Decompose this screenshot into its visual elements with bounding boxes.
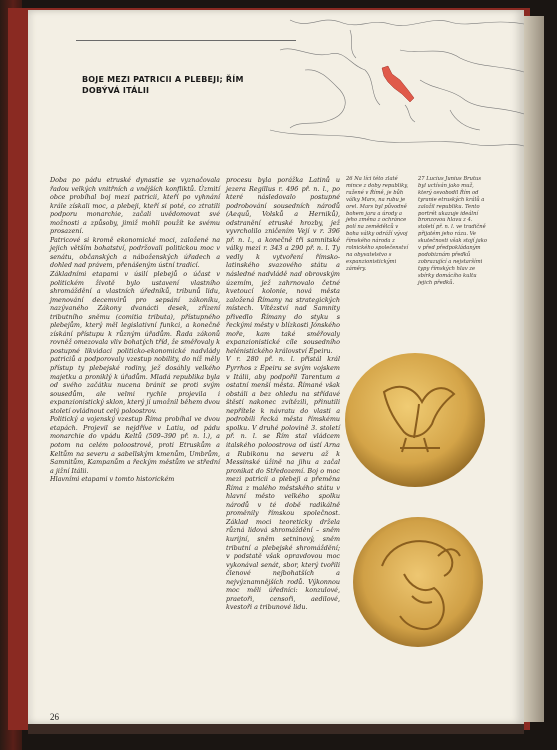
mars-coin-image [352, 516, 484, 648]
text-column-2 [226, 176, 340, 612]
caption-26: 26 Na líci této zlaté mince z doby republiky, ražené v Římě, je bůh války Mars, na rubu je orel. Mars byl původně bohem jara a úrody a jeho změna z ochránce polí na zemědělců v boha války odráží vývoj římského národa z rolnického společenství na obyvatelstvo s expanzionistickými záměry. [346, 176, 409, 272]
text-column-1 [50, 176, 220, 484]
europe-map [250, 10, 524, 160]
page-number: 26 [50, 712, 59, 722]
bottom-edge [28, 724, 524, 734]
italy-highlight [382, 66, 414, 102]
eagle-coin-image [344, 352, 486, 488]
caption-27: 27 Lucius Junius Brutus byl uctíván jako muž, který osvobodil Řím od tyranie etruských králů a založil republiku. Tento portrét ukazuje ideální bronzovou hlavu z 4. století př. n. l. ve tradičně přijatém jeho rázu. Ve skutečnosti však stojí jako v před předpokládaným podobiznám předků zobrazující a nejstaršími typy římských hlav ze sbírky domácího kultu jejich předků. [418, 176, 487, 286]
column-1-text: Doba po pádu etruské dynastie se vyznačovala řadou velkých vnitřních a vnějších konfliktů. Úzmití obce probíhal boj mezi patricii, kteří po vyhnání krále získali moc, a plebeji, kteří si poté, co ztratili podporu monarchie, začali uvědomovat své možnosti a způsoby, jimiž mohli použít ke svému prosazení. Patricové si kromě ekonomické moci, založené na jejich větším bohatství, podržovali politickou moc v senátu, občanských a náboženských úřadech a dohled nad právem, přenášeným ústní tradicí. Základními etapami v úsilí plebejů o účast v politickém životě bylo ustavení vlastního shromáždění a vlastních úředníků, tribunů lidu, jmenování decemvirů pro sepsání zákoníku, nazývaného Zákony dvanácti desek, zřízení tributního sněmu (comitia tributa), přístupného plebejům, který měl legislativní funkci, a konečně získání přístupu k různým úřadům. Řada zákonů rovněž omezovala vliv bohatých tříd, že směřovaly k postupné likvidaci politicko-ekonomické nadvlády patriciů a podporovaly vzestup nobility, do níž měly přístup ty plebejské rodiny, jež dosáhly velkého majetku a proniklý k úřadům. Mladá republika byla od svého začátku nucena bránit se proti svým sousedům, ale velmi rychle projevila i expanzionistický sklon, který jí umožnil během dvou století ovládnout celý poloostrov. Politický a vojenský vzestup Říma probíhal ve dvou etapách. Projevil se nejdříve v Latiu, od pádu monarchie do vpádu Keltů (509–390 př. n. l.), a potom na celém poloostrově, proti Etruskům a Keltům na severu a sabellským kmenům, Umbrům, Samnitům, Kampanům a řeckým městům ve střední a jižní Itálii. Hlavními etapami v tomto historickém [50, 176, 220, 484]
section-heading: BOJE MEZI PATRICII A PLEBEJI; ŘÍM DOBÝVÁ ITÁLII [82, 75, 244, 95]
page-stack-edge [524, 16, 544, 722]
column-2-text: procesu byla porážka Latinů u jezera Regillus r. 496 př. n. l., po které následovalo postupné podrobování sousedních národů (Aequů, Volsků a Herniků), odstranění etruské hrozby, jež vyvrcholilo zničením Vejí v r. 396 př. n. l., a konečně tři samnitské války mezi r. 343 a 290 př. n. l. Ty vedly k vytvoření římsko-latinského svazového státu a následné nadvládě nad obrovským územím, jež zahrnovalo četné kvetoucí kolonie, nová města založená Římany na strategických místech. Vítězství nad Samnity přivedlo Římany do styku s řeckými městy v blízkosti Jónského moře, kam také směřovaly expanzionistické cíle sousedního helénistického království Épeiru. V r. 280 př. n. l. přistál král Pyrrhos z Épeiru se svým vojskem v Itálii, aby podpořil Tarentum a ostatní menší města. Římané však obstáli a bez ohledu na střídavé štěstí nakonec zvítězili, přinutili nepřítele k návratu do vlasti a podrobili řecká města římskému spolku. V druhé polovině 3. století př. n. l. se Řím stal vládcem italského poloostrova od ústí Arna a Rubikonu na severu až k Messinské úžině na jihu a začal pronikat do Středozemí. Boj o moc mezi patricii a plebeji a přeměna Říma z malého městského státu v hlavní město velkého spolku národů v té době radikálně proměnily římskou společnost. Základ moci teoreticky držela různá lidová shromáždění – sněm kurijní, sněm setninový, sněm tributní a plebejské shromáždění; v podstatě však opravdovou moc vykonával senát, sbor, který tvořili členové nejbohatších a nejvýznamnějších rodů. Výkonnou moc měli úředníci: konzulové, praetoři, censoři, aedilové, kvestoři a tribunové lidu. [226, 176, 340, 612]
